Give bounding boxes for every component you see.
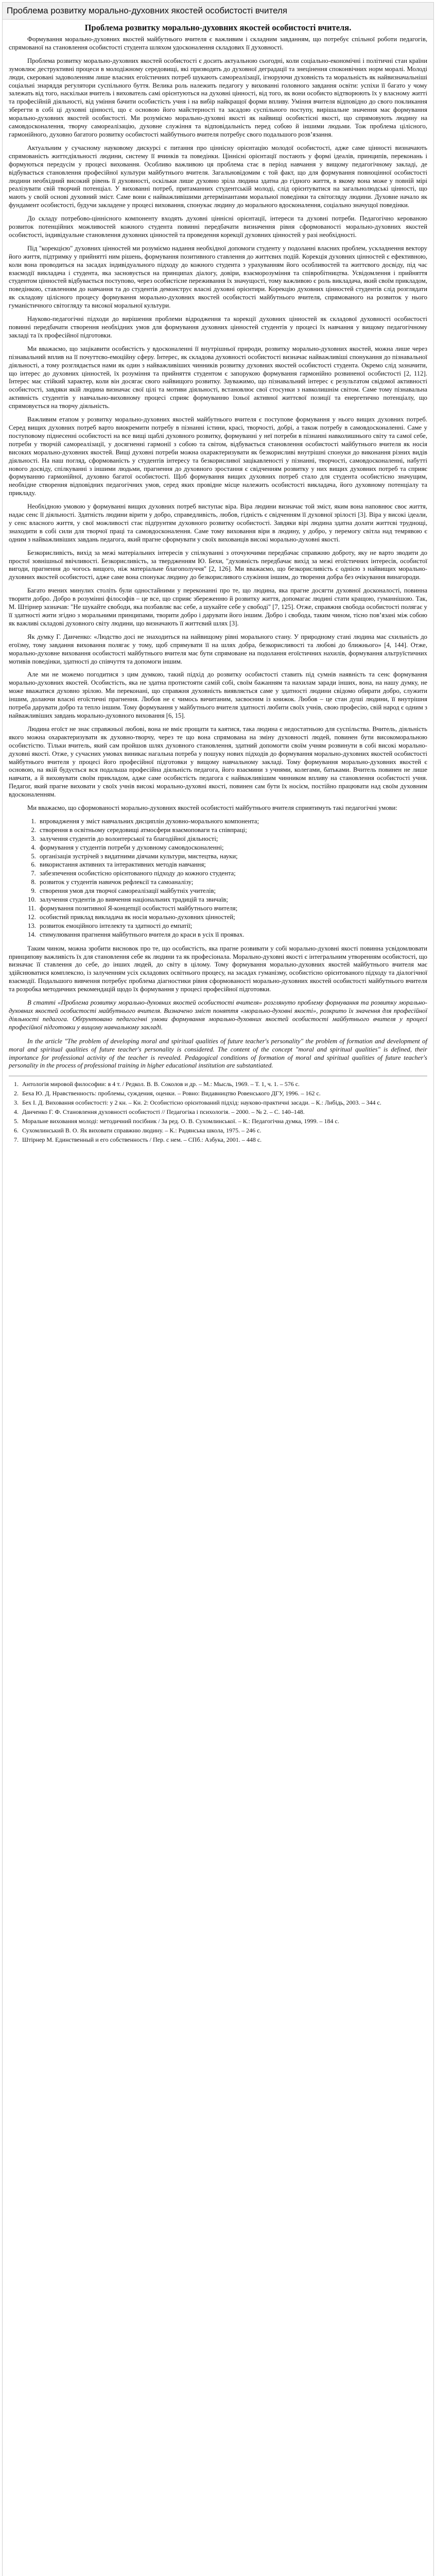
body-paragraph: Необхідною умовою у формуванні вищих духовних потреб виступає віра. Віра людини визначає той зміст, яким вона наповнює своє життя, надає сенс її діяльності. Здатність людини вірити у добро, справедливість, любов, гідність є свідченням її духовної зрілості [3]. Віра у високі ідеали, у сенс власного життя, у свої можливості стає підґрунтям духовного розвитку особистості. Завдяки вірі людина здатна долати життєві труднощі, знаходити в собі сили для творчої праці та самовдосконалення. Саме тому виховання віри в людину, у добро, у перемогу світла над темрявою є одним з найважливіших завдань педагога, який прагне сформувати у своїх вихованців високі морально-духовні якості. <box>9 503 427 543</box>
document-body <box>3 20 433 1147</box>
body-paragraphs <box>9 36 427 812</box>
reference-item: 3. Бех І. Д. Виховання особистості: у 2 кн. – Кн. 2: Особистісно орієнтований підхід: науково-практичні засади. – К.: Либідь, 2003. – 344 с. <box>20 1099 427 1107</box>
body-paragraph: Як думку Г. Данченко: «Людство досі не знаходиться на найвищому рівні морального стану. У природному стані людина має схильність до егоїзму, тому завдання виховання полягає у тому, щоб спрямувати її на шлях добра, безкорисливості та любові до ближнього» [4, 144]. Отже, морально-духовне виховання особистості майбутнього вчителя має бути спрямоване на подолання егоїстичних нахилів, формування альтруїстичних мотивів поведінки, здатності до співчуття та допомоги іншим. <box>9 633 427 665</box>
condition-item: 3. залучення студентів до волонтерської та благодійної діяльності; <box>38 835 427 843</box>
document-heading: Проблема розвитку морально-духовних якостей особистості вчителя. <box>84 23 352 32</box>
conclusion-paragraphs <box>9 945 427 994</box>
body-paragraph: Формування морально-духовних якостей майбутнього вчителя є важливим і складним завданням, що потребує спільної роботи педагогів, спрямованої на становлення особистості студента шляхом удосконалення складових її духовності. <box>9 36 427 51</box>
body-paragraph: Актуальним у сучасному науковому дискурсі є питання про ціннісну орієнтацію молодої особистості, адже саме цінності визначають спрямованість життєдіяльності людини, систему її вчинків та поведінки. Ціннісні орієнтації постають у формі ідеалів, принципів, переконань і формуються передусім у процесі виховання. Особливо важливою ця проблема стає в період навчання у вищому педагогічному закладі, де відбувається становлення професійної культури майбутнього вчителя. Загальновідомим є той факт, що для формування повноцінної особистості людини необхідний високий рівень її духовності, оскільки лише духовно зріла людина здатна до гідного життя, в якому вона може у повній мірі реалізувати свій творчий потенціал. У вихованні потреб, притаманних студентській молоді, слід орієнтуватися на загальнолюдські цінності, що мають у своїй основі духовний зміст. Саме вони є найважливішими детермінантами моральної поведінки та світогляду людини. Духовне начало як фундамент особистості, будучи закладене у процесі виховання, спонукає людину до морального вдосконалення, соціально значущої поведінки. <box>9 144 427 209</box>
body-paragraph: Безкорисливість, вихід за межі матеріальних інтересів у спілкуванні з оточуючими передбачає справжню доброту, яку не варто зводити до простої зовнішньої ввічливості. Безкорисливість, за твердженням Ю. Бехи, "духовність передбачає вихід за межі егоїстичних інтересів, особистої вигоди, прагнення до чогось вищого, ніж матеріальне благополуччя" [2, 126]. Ми вважаємо, що безкорисливість є однією з найвищих морально-духовних якостей особистості, адже саме вона спонукає людину до безкорисливого служіння іншим, до творення добра без очікування винагороди. <box>9 549 427 581</box>
body-paragraph: До складу потребово-ціннісного компоненту входять духовні ціннісні орієнтації, інтереси та духовні потреби. Педагогічно керованою розвиток потенційних можливостей кожного студента повинні передбачати визначення рівня сформованості морально-духовних якостей особистості, індивідуальне становлення духовних цінностей та проведення корекції духовних цінностей у разі необхідності. <box>9 215 427 239</box>
condition-item: 11. формування позитивної Я-концепції особистості майбутнього вчителя; <box>38 905 427 913</box>
reference-item: 6. Сухомлинський В. О. Як виховати справжню людину. – К.: Радянська школа, 1975. – 246 с. <box>20 1127 427 1134</box>
body-paragraph: Важливим етапом у розвитку морально-духовних якостей майбутнього вчителя є поступове формування у нього вищих духовних потреб. Серед вищих духовних потреб варто виокремити потребу в пізнанні істини, красі, творчості, добрі, а також потребу в самовдосконаленні. Саме у поступовому піднесенні особистості на все вищі щаблі духовного розвитку, формуванні у неї потреби в пізнанні навколишнього світу та самої себе, потреби у творчій самореалізації, у досягненні гармонії з собою та світом, відбувається становлення особистості майбутнього вчителя як носія високих морально-духовних якостей. Вищі духовні потреби можна охарактеризувати як безкорисливі внутрішні спонуки до виконання різних видів діяльності. На наш погляд, сформованість у студентів інтересу та безкорисливої зацікавленості у пізнанні, творчості, самовдосконаленні, набутті нового досвіду, спілкуванні з іншими людьми, прагнення до духовного зростання є свідченням розвитку у них вищих духовних потреб та сприяє формуванню гармонійної, духовно багатої особистості. Щоб формування вищих духовних потреб стало для студента особистісно значущим, необхідне створення відповідних педагогічних умов, серед яких провідне місце належить особистості викладача, його духовному потенціалу та прикладу. <box>9 416 427 497</box>
body-paragraph: Ми вважаємо, що зацікавити особистість у вдосконаленні її внутрішньої природи, розвитку морально-духовних якостей, можна лише через пізнавальний вплив на її почуттєво-емоційну сферу. Інтерес, як складова духовності особистості визначає найважливіші спонукання до пізнавальної діяльності, а тому розглядається нами як один з найважливіших чинників розвитку духовних якостей особистості студента. Окремо слід зазначити, що інтерес до духовних цінностей, їх розуміння та прийняття студентом є запорукою формування гармонійно розвиненої особистості [2, 112]. Інтерес має стійкий характер, коли він досягає свого найвищого розвитку. Зауважимо, що пізнавальний інтерес є результатом свідомої активності особистості, завдяки якій людина визначає свої цілі та мотиви діяльності, встановлює свої стосунки з навколишнім світом. Саме тому пізнавальна активність студентів у навчально-виховному процесі сприяє формуванню їхньої активної життєвої позиції та енергетично потенціалу, що спрямовується на творчу діяльність. <box>9 345 427 410</box>
body-paragraph: Науково-педагогічні підходи до вирішення проблеми відродження та корекції духовних цінностей як складової духовності особистості повинні передбачати створення необхідних умов для формування духовних цінностей студентів у процесі їх навчання у вищому педагогічному закладі та їх професійної підготовки. <box>9 315 427 339</box>
conditions-list <box>9 818 427 939</box>
references-list <box>9 1080 427 1144</box>
reference-item: 5. Моральне виховання молоді: методичний посібник / За ред. О. В. Сухомлинської. – К.: Педагогічна думка, 1999. – 184 с. <box>20 1117 427 1125</box>
abstract-english: In the article "The problem of developing moral and spiritual qualities of future teacher's personality" the problem of formation and development of moral and spiritual qualities of future teacher's personality is considered. The content of the concept "moral and spiritual qualities" is defined, their importance for professional activity of the teacher is revealed. Pedagogical conditions of formation of moral and spiritual qualities of future teacher's personality in the process of professional training in higher educational institution are substantiated. <box>9 1037 427 1070</box>
body-paragraph: Таким чином, можна зробити висновок про те, що особистість, яка прагне розвивати у собі морально-духовні якості повинна усвідомлювати принципову важливість їх для становлення себе як людини та як професіонала. Морально-духовні якості є інтегральним утворенням особистості, що визначає її ставлення до себе, до інших людей, до світу в цілому. Тому формування морально-духовних якостей майбутнього вчителя має здійснюватися комплексно, із залученням усіх складових освітнього процесу, на засадах гуманізму, особистісно орієнтованого підходу та діалогічної взаємодії. Подальшого вивчення потребує проблема діагностики рівня сформованості морально-духовних якостей особистості майбутнього вчителя та розробка методичних рекомендацій щодо їх формування у процесі професійної підготовки. <box>9 944 427 993</box>
body-paragraph: Ми вважаємо, що сформованості морально-духовних якостей особистості майбутнього вчителя сприятимуть такі педагогічні умови: <box>27 804 397 812</box>
body-paragraph: Багато вчених минулих століть були одностайними у переконанні про те, що людина, яка прагне досягти духовної досконалості, повинна творити добро. Добро в розумінні філософів – це все, що сприяє збереженню й розвитку життя, допомагає людині стати кращою, гуманнішою. Так, М. Штірнер зазначав: "Не шукайте свободи, яка позбавляє вас себе, а шукайте себе у свободі" [7, 125]. Отже, справжня свобода особистості полягає у її здатності жити згідно з моральними принципами, творити добро і дарувати його іншим. Добро і свобода, таким чином, тісно пов’язані між собою як важливі складові духовного світу людини, що визначають її життєвий шлях [3]. <box>9 587 427 627</box>
condition-item: 14. стимулювання прагнення майбутнього вчителя до краси в усіх її проявах. <box>38 931 427 939</box>
condition-item: 5. організація зустрічей з видатними діячами культури, мистецтва, науки; <box>38 853 427 861</box>
condition-item: 4. формування у студентів потреби у духовному самовдосконаленні; <box>38 844 427 852</box>
condition-item: 13. розвиток емоційного інтелекту та здатності до емпатії; <box>38 922 427 930</box>
condition-item: 2. створення в освітньому середовищі атмосфери взаємоповаги та співпраці; <box>38 826 427 835</box>
condition-item: 10. залучення студентів до вивчення національних традицій та звичаїв; <box>38 896 427 904</box>
condition-item: 9. створення умов для творчої самореалізації майбутніх учителів; <box>38 887 427 895</box>
window-title: Проблема розвитку морально-духовних якостей особистості вчителя <box>3 3 433 20</box>
reference-item: 1. Антологія мировой философии: в 4 т. / Редкол. В. В. Соколов и др. – М.: Мысль, 1969. – Т. 1, ч. 1. – 576 с. <box>20 1080 427 1088</box>
condition-item: 8. розвиток у студентів навичок рефлексії та самоаналізу; <box>38 878 427 887</box>
condition-item: 6. використання активних та інтерактивних методів навчання; <box>38 861 427 869</box>
reference-item: 2. Беха Ю. Д. Нравственность: проблемы, суждения, оценки. – Ровно: Видавництво Ровенського ДГУ, 1996. – 162 с. <box>20 1090 427 1097</box>
abstract-ukrainian: В статті «Проблема розвитку морально-духовних якостей особистості вчителя» розглянуто проблему формування та розвитку морально-духовних якостей особистості майбутнього вчителя. Визначено зміст поняття «морально-духовні якості», розкрито їх значення для професійної діяльності педагога. Обґрунтовано педагогічні умови формування морально-духовних якостей особистості майбутнього вчителя у процесі професійної підготовки у вищому навчальному закладі. <box>9 999 427 1031</box>
reference-item: 7. Штірнер М. Единственный и его собственность / Пер. с нем. – СПб.: Азбука, 2001. – 448 с. <box>20 1136 427 1144</box>
document-page <box>2 2 434 2576</box>
condition-item: 1. впровадження у зміст навчальних дисциплін духовно-морального компонента; <box>38 818 427 826</box>
condition-item: 7. забезпечення особистісно орієнтованого підходу до кожного студента; <box>38 870 427 878</box>
condition-item: 12. особистий приклад викладача як носія морально-духовних цінностей; <box>38 913 427 922</box>
body-paragraph: Людина егоїст не знає справжньої любові, вона не вміє прощати та каятися, така людина є недостатньою для суспільства. Вчитель, діяльність якого можна охарактеризувати як духовно-творчу, через те що вона спрямована на зміну духовності людей, повинен бути високоморальною особистістю. Тільки вчитель, який сам пройшов шлях духовного становлення, здатний допомогти своїм учням розвинути в собі високі морально-духовні якості. Отже, у сучасних умовах виникає нагальна потреба у пошуку нових підходів до формування морально-духовних якостей особистості майбутнього вчителя у процесі його професійної підготовки у вищому навчальному закладі. Тому формування морально-духовних якостей є основою, на якій будується вся подальша професійна діяльність педагога, його взаємини з учнями, колегами, батьками. Вчитель повинен не лише навчати, а й виховувати своїм прикладом, адже саме особистість педагога є найважливішим чинником впливу на становлення особистості учня. Педагог, який прагне виховати у своїх учнів високі морально-духовні якості, повинен сам бути їх носієм, постійно працювати над своїм духовним вдосконаленням. <box>9 725 427 799</box>
reference-item: 4. Данченко Г. Ф. Становлення духовності особистості // Педагогіка і психологія. – 2000. – № 2. – С. 140–148. <box>20 1108 427 1116</box>
body-paragraph: Під "корекцією" духовних цінностей ми розуміємо надання необхідної допомоги студенту у подоланні власних проблем, ускладнення вектору його життя, підтримку у прийнятті ним рішень, формування позитивного ставлення до життєвих подій. Корекція духовних цінностей є ефективною, коли вона проводиться на засадах індивідуального підходу до кожного студента з урахуванням його особливостей та життєвого досвіду, під час взаємодії викладача і студента, яка засновується на принципах діалогу, довіри, взаєморозуміння та співробітництва. Усвідомлення і прийняття студентом цінностей відбувається поступово, через особистісне переживання їх значущості, тому важливою є роль викладача, який своїм прикладом, поведінкою, ставленням до навчання та до студентів демонструє власні духовні орієнтири. Корекцію духовних цінностей студентів слід розглядати як складову цілісного процесу формування морально-духовних якостей особистості майбутнього вчителя, спрямованого на розвиток у нього гуманістичного світогляду та високої моральної культури. <box>9 244 427 310</box>
body-paragraph: Проблема розвитку морально-духовних якостей особистості є досить актуальною сьогодні, коли соціально-економічні і політичні стан країни зумовлює деструктивні процеси в молодіжному середовищі, які призводять до духовної деградації та знецінення споконвічних норм моралі. Молоді люди, скеровані задоволенням лише власних егоїстичних потреб шукають самореалізації, ігноруючи духовність та моральність як найвизначальніші соціальні знаряддя регулятори суспільного буття. Велика роль належить педагогу у вихованні головного завдання освіти: успіхи її багато у чому залежать від того, наскільки вчитель і вихователь самі орієнтуються на духовні цінності, від того, як вони особисто відтворюють їх у власному житті та професійній діяльності, від уміння бачити особистість учня і на вибір найкращої форми впливу. Уміння вчителя відповідно до свого покликання зберегти в собі ці духовні цінності, що є основою його майстерності та засадою суспільного поступу, вирішальне значення має формування морально-духовних якостей особистості. Ми розуміємо морально-духовні якості як найвищі особистісні якості, що спрямовують людину на самовдосконалення, творчу самореалізацію, духовне служіння та відповідальність перед собою й іншими людьми. Тож проблема цілісного, гармонійного, духовно багатого розвитку особистості майбутнього вчителя потребує свого подальшого розв’язання. <box>9 57 427 138</box>
body-paragraph: Але ми не можемо погодитися з цим думкою, такий підхід до розвитку особистості ставить під сумнів наявність та сенс формування морально-духовних якостей. Особистість, яка не здатна протистояти самій собі, своїм бажанням та нахилам заради інших, вона, на нашу думку, не може вважатися духовно зрілою. Ми переконані, що справжня духовність виявляється саме у здатності людини свідомо обирати добро, служити іншим, долаючи власні егоїстичні прагнення. Любов не є чимось вичитаним, засвоєним із книжок. Любов – це стан душі людини, її внутрішня потреба дарувати добро та тепло іншим. Тому формування у майбутнього вчителя здатності любити своїх учнів, свою професію, свій народ є одним з найважливіших завдань морально-духовного виховання [6, 15]. <box>9 671 427 719</box>
